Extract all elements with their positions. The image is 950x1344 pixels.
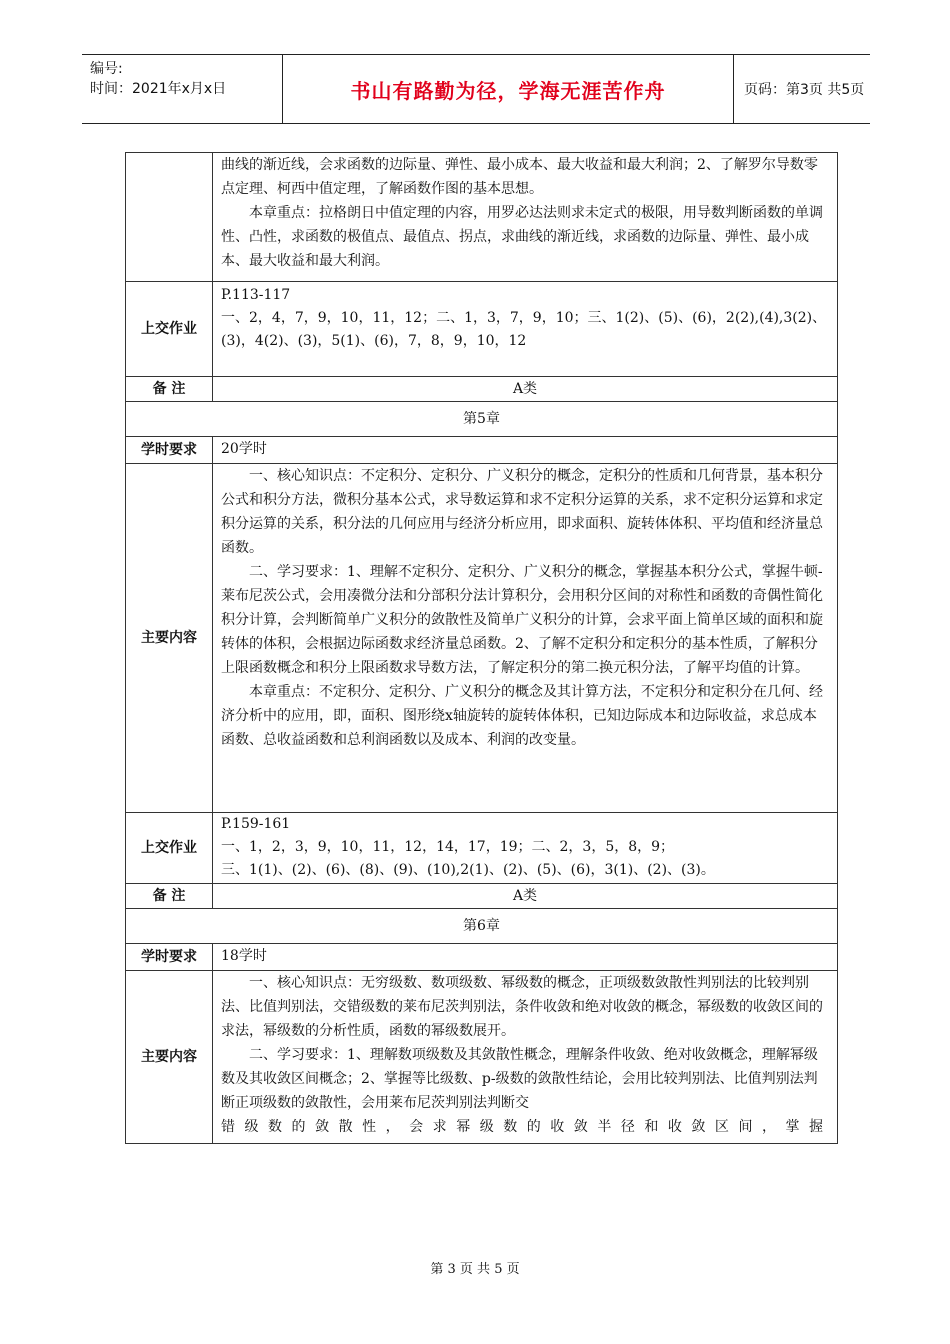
homework-cell (213, 282, 838, 377)
hours-value: 20学时 (213, 437, 838, 464)
content-cell (213, 971, 838, 1144)
time-label: 时间：2021年x月x日 (90, 81, 227, 97)
paragraph: 一、核心知识点：不定积分、定积分、广义积分的概念，定积分的性质和几何背景，基本积分公式和积分方法，微积分基本公式，求导数运算和求不定积分运算的关系，求不定积分运算和求定积分运算的关系，积分法的几何应用与经济分析应用，即求面积、旋转体体积、平均值和经济量总函数。 (221, 468, 823, 556)
chapter4-focus-cell (213, 153, 838, 282)
syllabus-table (125, 152, 838, 1144)
chapter-title: 第5章 (126, 402, 838, 437)
homework-line: 三、1(1)、(2)、(6)、(8)、(9)、(10),2(1)、(2)、(5)、(6)，3(1)、(2)、(3)。 (221, 862, 715, 878)
content-cell (213, 464, 838, 813)
homework-label: 上交作业 (126, 813, 213, 884)
table-row (126, 153, 838, 282)
table-row (126, 377, 838, 402)
paragraph: 一、核心知识点：无穷级数、数项级数、幂级数的概念，正项级数敛散性判别法的比较判别法、比值判别法，交错级数的莱布尼茨判别法，条件收敛和绝对收敛的概念，幂级数的收敛区间的求法，幂级数的分析性质，函数的幂级数展开。 (221, 975, 823, 1039)
paragraph: 二、学习要求：1、理解数项级数及其敛散性概念，理解条件收敛、绝对收敛概念，理解幂级数及其收敛区间概念；2、掌握等比级数、p-级数的敛散性结论，会用比较判别法、比值判别法判断正项级数的敛散性，会用莱布尼茨判别法判断交 (221, 1047, 818, 1111)
homework-line: (3)，4(2)、(3)，5(1)、(6)，7，8，9，10，12 (221, 333, 527, 349)
chapter-title: 第6章 (126, 909, 838, 944)
remark-label: 备 注 (126, 884, 213, 909)
hours-label: 学时要求 (126, 944, 213, 971)
table-row (126, 944, 838, 971)
homework-cell (213, 813, 838, 884)
table-row (126, 813, 838, 884)
homework-line: P.159-161 (221, 816, 291, 832)
remark-value: A类 (213, 377, 838, 402)
table-row (126, 971, 838, 1144)
motto: 书山有路勤为径，学海无涯苦作舟 (282, 55, 734, 123)
paragraph: 错级数的敛散性，会求幂级数的收敛半径和收敛区间，掌握 (221, 1119, 829, 1135)
hours-label: 学时要求 (126, 437, 213, 464)
remark-label: 备 注 (126, 377, 213, 402)
paragraph: 本章重点：拉格朗日中值定理的内容，用罗必达法则求未定式的极限，用导数判断函数的单调性、凸性，求函数的极值点、最值点、拐点，求曲线的渐近线，求函数的边际量、弹性、最小成本、最大收益和最大利润。 (221, 205, 823, 269)
paragraph: 二、学习要求：1、理解不定积分、定积分、广义积分的概念，掌握基本积分公式，掌握牛顿-莱布尼茨公式，会用凑微分法和分部积分法计算积分，会用积分区间的对称性和函数的奇偶性简化积分计算，会判断简单广义积分的敛散性及简单广义积分的计算，会求平面上简单区域的面积和旋转体的体积，会根据边际函数求经济量总函数。2、了解不定积分和定积分的基本性质，了解积分上限函数概念和积分上限函数求导数方法，了解定积分的第二换元积分法，了解平均值的计算。 (221, 564, 823, 676)
remark-value: A类 (213, 884, 838, 909)
table-row (126, 909, 838, 944)
page-indicator: 页码：第3页 共5页 (744, 82, 865, 98)
homework-line: 一、2，4，7，9，10，11，12；二、1，3，7，9，10；三、1(2)、(5)、(6)，2(2),(4),3(2)、 (221, 310, 827, 326)
paragraph: 本章重点：不定积分、定积分、广义积分的概念及其计算方法，不定积分和定积分在几何、经济分析中的应用，即，面积、图形绕x轴旋转的旋转体体积，已知边际成本和边际收益，求总成本函数、总收益函数和总利润函数以及成本、利润的改变量。 (221, 684, 823, 748)
table-row (126, 437, 838, 464)
homework-label: 上交作业 (126, 282, 213, 377)
table-row (126, 884, 838, 909)
table-row (126, 464, 838, 813)
content-label: 主要内容 (126, 971, 213, 1144)
homework-line: 一、1，2，3，9，10，11，12，14，17，19；二、2，3，5，8，9； (221, 839, 675, 855)
page-header (82, 54, 870, 124)
hours-value: 18学时 (213, 944, 838, 971)
page-footer: 第 3 页 共 5 页 (430, 1262, 520, 1277)
number-label: 编号: (90, 61, 123, 77)
table-row (126, 282, 838, 377)
content-label: 主要内容 (126, 464, 213, 813)
homework-line: P.113-117 (221, 287, 291, 303)
paragraph: 曲线的渐近线，会求函数的边际量、弹性、最小成本、最大收益和最大利润；2、了解罗尔导数零点定理、柯西中值定理，了解函数作图的基本思想。 (221, 157, 818, 197)
header-meta (90, 59, 226, 99)
table-row (126, 402, 838, 437)
